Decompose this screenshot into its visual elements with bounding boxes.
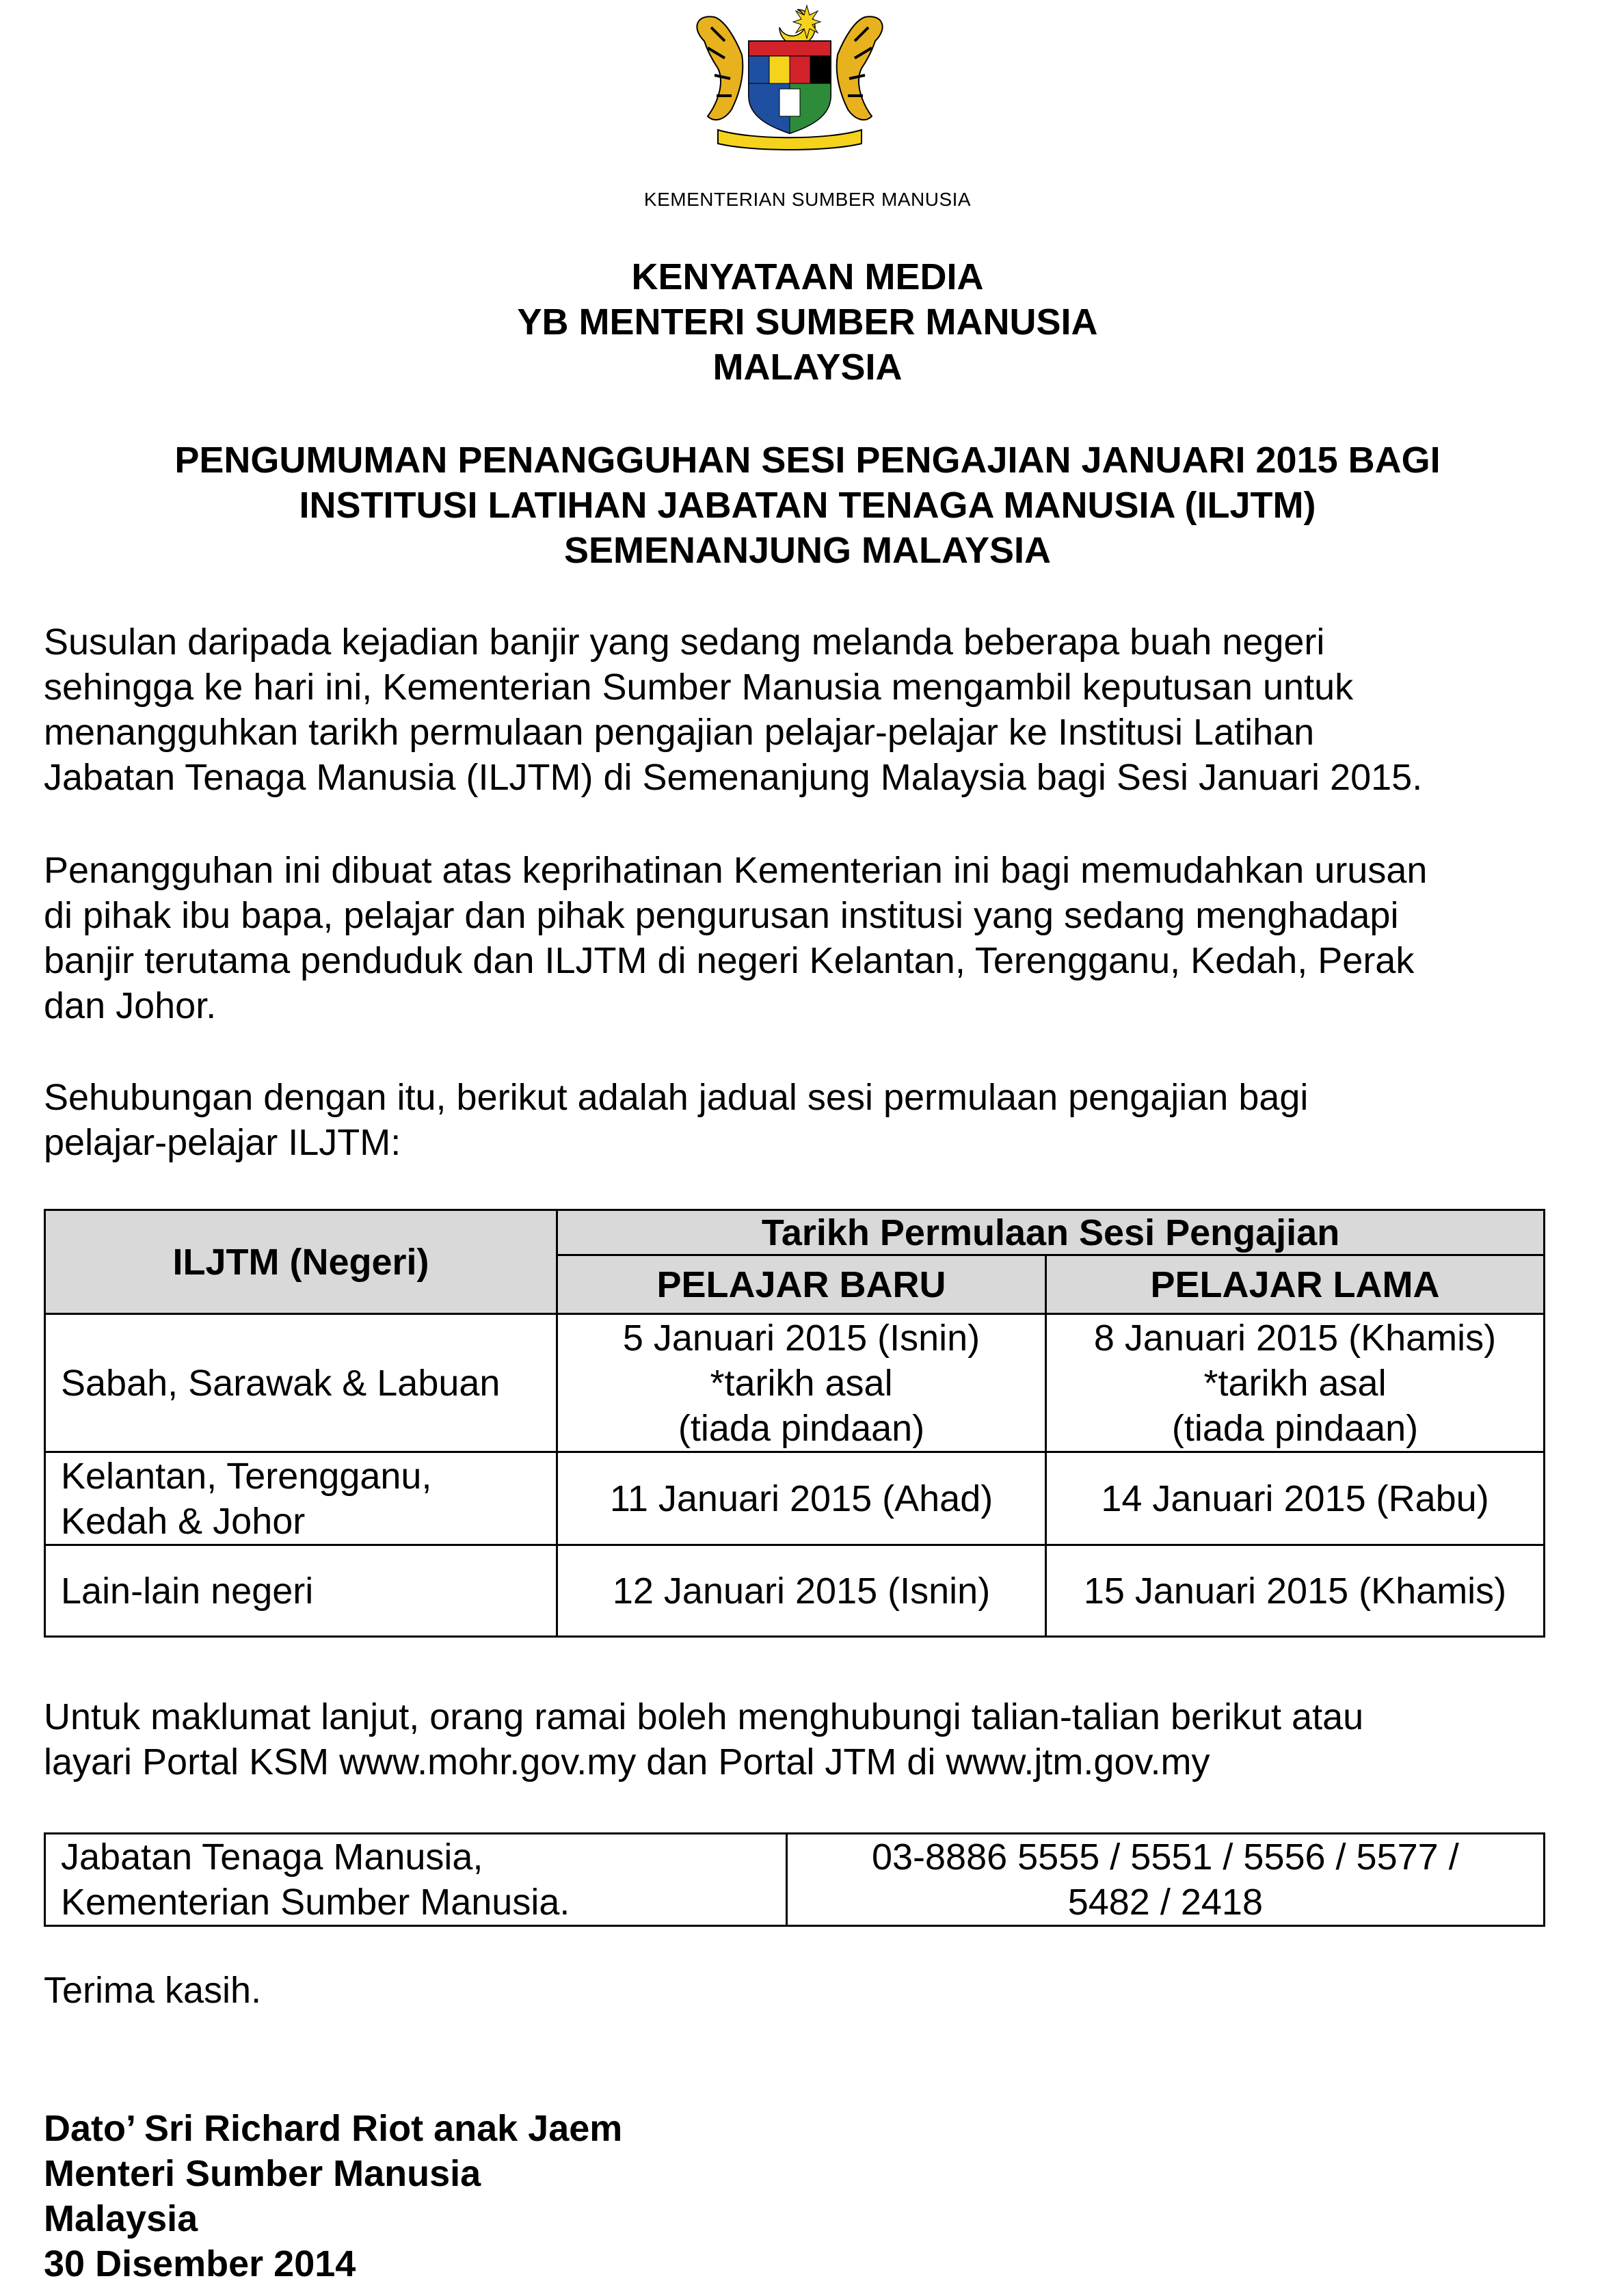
cell-line: Sabah, Sarawak & Labuan (61, 1362, 500, 1404)
new-student-date-cell (557, 1452, 1046, 1545)
contact-organization (45, 1834, 787, 1926)
contact-table (44, 1832, 1545, 1927)
cell-line: Kedah & Johor (61, 1500, 306, 1542)
title-line: YB MENTERI SUMBER MANUSIA (517, 302, 1098, 343)
announcement-subject (0, 438, 1615, 573)
cell-line: *tarikh asal (710, 1362, 893, 1404)
paragraph-line: menangguhkan tarikh permulaan pengajian pelajar-pelajar ke Institusi Latihan (44, 712, 1315, 753)
paragraph-line: Sehubungan dengan itu, berikut adalah jadual sesi permulaan pengajian bagi (44, 1077, 1309, 1118)
signatory-country: Malaysia (44, 2198, 198, 2239)
coat-of-arms-emblem (677, 0, 903, 150)
paragraph-line: layari Portal KSM www.mohr.gov.my dan Portal JTM di www.jtm.gov.my (44, 1741, 1210, 1783)
old-student-date-cell (1046, 1545, 1545, 1637)
subject-line: INSTITUSI LATIHAN JABATAN TENAGA MANUSIA (ILJTM) (299, 485, 1316, 526)
cell-line: Kementerian Sumber Manusia. (61, 1882, 570, 1923)
schedule-table (44, 1209, 1545, 1638)
subject-line: PENGUMUMAN PENANGGUHAN SESI PENGAJIAN JANUARI 2015 BAGI (174, 440, 1441, 481)
header-session-start-date: Tarikh Permulaan Sesi Pengajian (557, 1210, 1545, 1255)
paragraph-flood-decision (44, 619, 1571, 800)
old-student-date-cell (1046, 1452, 1545, 1545)
cell-line: (tiada pindaan) (1171, 1407, 1419, 1449)
cell-line: 5482 / 2418 (1067, 1882, 1263, 1923)
header-old-students: PELAJAR LAMA (1046, 1255, 1545, 1314)
paragraph-line: Jabatan Tenaga Manusia (ILJTM) di Semenanjung Malaysia bagi Sesi Januari 2015. (44, 757, 1423, 798)
signature-block (44, 2106, 622, 2286)
cell-line: Lain-lain negeri (61, 1570, 314, 1612)
cell-line: 5 Januari 2015 (Isnin) (622, 1317, 980, 1359)
signatory-name: Dato’ Sri Richard Riot anak Jaem (44, 2108, 623, 2149)
ministry-label: KEMENTERIAN SUMBER MANUSIA (643, 189, 972, 210)
table-row (45, 1314, 1545, 1452)
cell-line: Jabatan Tenaga Manusia, (61, 1837, 483, 1878)
state-cell (45, 1452, 557, 1545)
old-student-date-cell (1046, 1314, 1545, 1452)
paragraph-postponement-reason (44, 848, 1571, 1028)
cell-line: (tiada pindaan) (678, 1407, 925, 1449)
table-row (45, 1452, 1545, 1545)
table-row (45, 1834, 1545, 1926)
paragraph-line: sehingga ke hari ini, Kementerian Sumber Manusia mengambil keputusan untuk (44, 667, 1354, 708)
table-row (45, 1545, 1545, 1637)
cell-line: 15 Januari 2015 (Khamis) (1083, 1570, 1507, 1612)
subject-line: SEMENANJUNG MALAYSIA (563, 530, 1052, 571)
paragraph-line: Penangguhan ini dibuat atas keprihatinan Kementerian ini bagi memudahkan urusan (44, 850, 1428, 891)
state-cell (45, 1314, 557, 1452)
signatory-position: Menteri Sumber Manusia (44, 2153, 481, 2194)
contact-phone-numbers (786, 1834, 1544, 1926)
cell-line: *tarikh asal (1203, 1362, 1387, 1404)
media-statement-title (0, 254, 1615, 390)
cell-line: 11 Januari 2015 (Ahad) (609, 1478, 993, 1519)
cell-line: Kelantan, Terengganu, (61, 1455, 432, 1497)
cell-line: 8 Januari 2015 (Khamis) (1093, 1317, 1497, 1359)
new-student-date-cell (557, 1314, 1046, 1452)
paragraph-more-info (44, 1694, 1571, 1785)
paragraph-line: di pihak ibu bapa, pelajar dan pihak pengurusan institusi yang sedang menghadapi (44, 895, 1399, 936)
header-new-students: PELAJAR BARU (557, 1255, 1046, 1314)
state-cell (45, 1545, 557, 1637)
paragraph-line: Untuk maklumat lanjut, orang ramai boleh menghubungi talian-talian berikut atau (44, 1696, 1364, 1737)
header-iljtm-state: ILJTM (Negeri) (45, 1210, 557, 1314)
new-student-date-cell (557, 1545, 1046, 1637)
statement-date: 30 Disember 2014 (44, 2243, 356, 2284)
title-line: KENYATAAN MEDIA (631, 256, 984, 297)
paragraph-schedule-intro (44, 1075, 1571, 1165)
cell-line: 14 Januari 2015 (Rabu) (1101, 1478, 1489, 1519)
paragraph-line: pelajar-pelajar ILJTM: (44, 1122, 401, 1163)
paragraph-line: dan Johor. (44, 985, 217, 1026)
paragraph-line: Susulan daripada kejadian banjir yang sedang melanda beberapa buah negeri (44, 622, 1325, 663)
cell-line: 12 Januari 2015 (Isnin) (612, 1570, 991, 1612)
closing-thanks: Terima kasih. (44, 1970, 262, 2011)
title-line: MALAYSIA (712, 347, 903, 388)
paragraph-line: banjir terutama penduduk dan ILJTM di negeri Kelantan, Terengganu, Kedah, Perak (44, 940, 1415, 981)
cell-line: 03-8886 5555 / 5551 / 5556 / 5577 / (871, 1837, 1459, 1878)
